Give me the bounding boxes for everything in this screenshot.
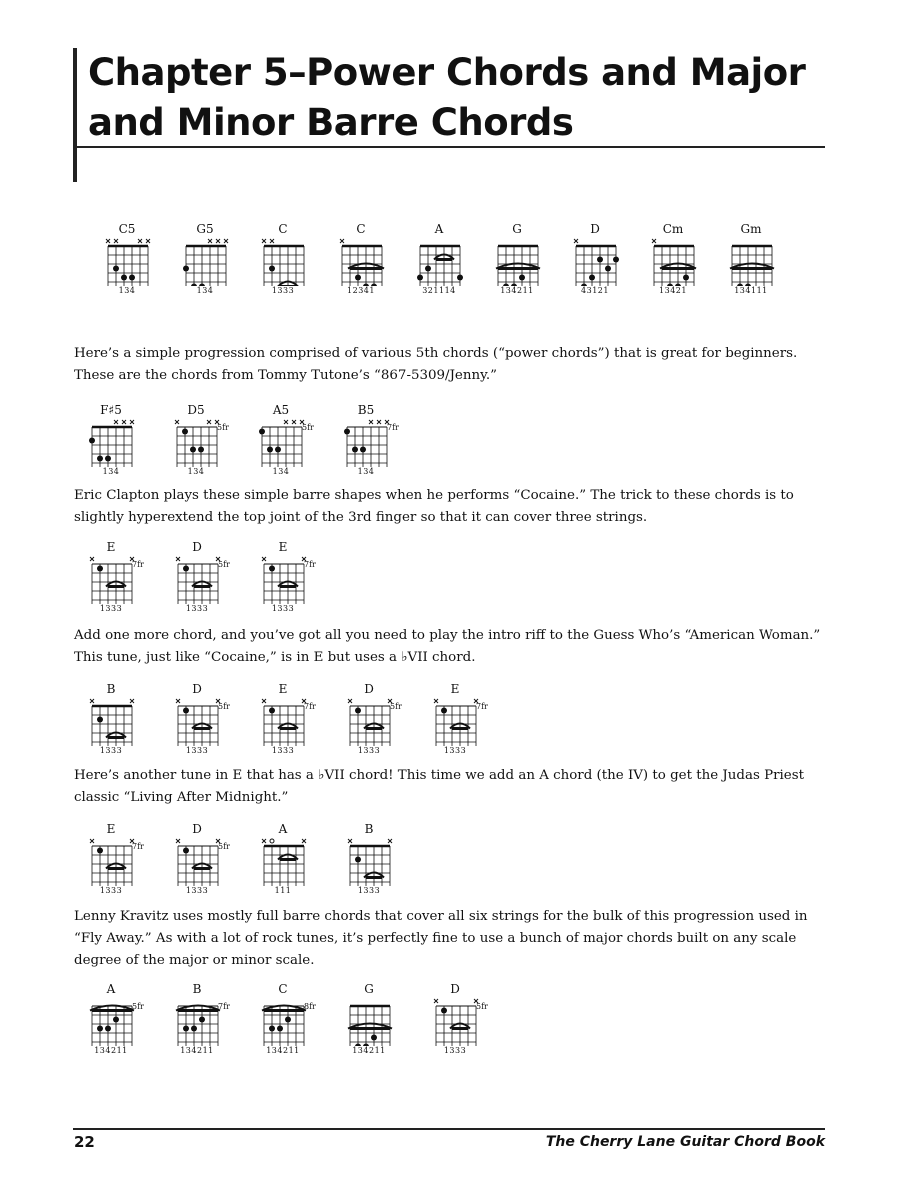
chord-diagram [638,222,708,306]
chord-name: B [364,822,374,836]
finger-dot [457,275,463,281]
chord-diagram [248,982,318,1066]
finger-dot [183,1026,189,1032]
chord-fingering: 134 [357,467,375,476]
chord-fingering: 1333 [357,886,381,895]
finger-dot [269,1026,275,1032]
chord-diagram [248,822,318,906]
chord-fingering: 1333 [99,604,123,613]
muted-string-mark [302,839,306,843]
chord-grid [560,236,630,286]
chord-name: B [106,682,116,696]
chord-fingering: 134 [118,286,136,295]
finger-dot [344,429,350,435]
chord-diagram [334,982,404,1066]
finger-dot [597,257,603,263]
muted-string-mark [130,699,134,703]
finger-dot [97,848,103,854]
muted-string-mark [434,699,438,703]
chord-fingering: 1333 [443,1046,467,1055]
finger-dot [441,1008,447,1014]
fret-position-label: 7fr [218,1002,230,1011]
finger-dot [121,275,127,281]
chord-fingering: 111 [274,886,292,895]
chord-name: F♯5 [100,403,122,417]
finger-dot [355,275,361,281]
chord-diagram [162,822,232,906]
chord-name: D [192,540,202,554]
muted-string-mark [146,239,150,243]
chord-fingering: 134211 [352,1046,386,1055]
chord-name: D5 [187,403,205,417]
muted-string-mark [90,557,94,561]
fret-position-label: 7fr [304,702,316,711]
fret-position-label: 5fr [218,842,230,851]
chord-grid [76,696,146,746]
chord-fingering: 134211 [180,1046,214,1055]
chord-diagram [248,222,318,306]
chord-diagram [420,682,490,766]
finger-dot [275,447,281,453]
finger-dot [589,275,595,281]
finger-dot [371,1035,377,1041]
fret-position-label: 8fr [304,1002,316,1011]
title-rule [73,146,825,148]
chord-fingering: 134 [102,467,120,476]
finger-dot [269,566,275,572]
muted-string-mark [652,239,656,243]
chord-name: D [192,682,202,696]
chord-name: A5 [272,403,290,417]
muted-string-mark [138,239,142,243]
chord-name: E [106,540,116,554]
finger-dot [190,447,196,453]
muted-string-mark [262,557,266,561]
chord-fingering: 134 [272,467,290,476]
chord-grid [170,236,240,286]
chord-diagram [716,222,786,306]
chord-fingering: 1333 [99,746,123,755]
chord-diagram [76,403,146,487]
paragraph-living-after-midnight: Here’s another tune in E that has a ♭VII chord! This time we add an A chord (the IV) to get the Judas Priest classic “Living After Midnight.” [74,768,804,805]
chord-fingering: 13421 [659,286,687,295]
muted-string-mark [114,420,118,424]
chord-diagram [170,222,240,306]
muted-string-mark [216,239,220,243]
fret-position-label: 5fr [217,423,229,432]
chord-diagram [92,222,162,306]
finger-dot [183,708,189,714]
chord-fingering: 12341 [347,286,375,295]
muted-string-mark [90,839,94,843]
chord-fingering: 134 [196,286,214,295]
fret-position-label: 7fr [304,560,316,569]
chord-grid [76,417,146,467]
fret-position-label: 5fr [218,702,230,711]
chord-fingering: 1333 [271,604,295,613]
muted-string-mark [207,420,211,424]
finger-dot [199,1017,205,1023]
muted-string-mark [114,239,118,243]
page-number: 22 [74,1133,95,1151]
chord-name: D [590,222,600,236]
finger-dot [441,708,447,714]
chord-diagram [76,982,146,1066]
chord-grid [334,836,404,886]
finger-dot [182,429,188,435]
finger-dot [129,275,135,281]
chord-name: A [278,822,288,836]
chord-diagram [560,222,630,306]
muted-string-mark [208,239,212,243]
fret-position-label: 5fr [390,702,402,711]
muted-string-mark [369,420,373,424]
chord-diagram [162,982,232,1066]
chord-fingering: 1333 [271,746,295,755]
chord-diagram [246,403,316,487]
chord-diagram [331,403,401,487]
book-title: The Cherry Lane Guitar Chord Book [545,1134,825,1150]
chord-name: G [364,982,374,996]
chapter-title: Chapter 5–Power Chords and Major and Minor Barre Chords [88,51,806,144]
chord-name: A [106,982,116,996]
chord-diagram [162,540,232,624]
paragraph-cocaine: Eric Clapton plays these simple barre shapes when he performs “Cocaine.” The trick to these chords is to slightly hyperextend the top joint of the 3rd finger so that it can cover three strings. [74,488,794,525]
chord-grid [248,236,318,286]
chord-diagram [76,540,146,624]
finger-dot [277,1026,283,1032]
finger-dot [183,566,189,572]
chord-name: E [106,822,116,836]
finger-dot [267,447,273,453]
chord-diagram [76,822,146,906]
chord-diagram [334,822,404,906]
finger-dot [683,275,689,281]
chord-name: D [192,822,202,836]
chord-fingering: 134211 [500,286,534,295]
chord-fingering: 1333 [271,286,295,295]
muted-string-mark [224,239,228,243]
chord-name: E [278,682,288,696]
chord-fingering: 321114 [422,286,456,295]
muted-string-mark [284,420,288,424]
fret-position-label: 7fr [132,560,144,569]
chord-grid [404,236,474,286]
finger-dot [198,447,204,453]
finger-dot [89,438,95,444]
open-string-mark [270,839,274,843]
chord-fingering: 1333 [443,746,467,755]
muted-string-mark [106,239,110,243]
chord-name: A [434,222,444,236]
chord-name: D [364,682,374,696]
chapter-side-bar [73,48,77,182]
finger-dot [613,257,619,263]
chord-diagram [482,222,552,306]
chord-name: Gm [740,222,762,236]
fret-position-label: 5fr [218,560,230,569]
chord-diagram [162,682,232,766]
muted-string-mark [175,420,179,424]
chord-name: C [278,222,288,236]
chord-name: E [278,540,288,554]
chord-fingering: 1333 [185,604,209,613]
chord-diagram [248,540,318,624]
muted-string-mark [292,420,296,424]
muted-string-mark [348,699,352,703]
fret-position-label: 5fr [476,1002,488,1011]
finger-dot [191,1026,197,1032]
finger-dot [97,566,103,572]
muted-string-mark [262,699,266,703]
chord-diagram [248,682,318,766]
chord-grid [638,236,708,286]
chord-name: Cm [662,222,684,236]
finger-dot [355,708,361,714]
muted-string-mark [377,420,381,424]
muted-string-mark [434,999,438,1003]
finger-dot [183,848,189,854]
chord-name: C [278,982,288,996]
chord-grid [326,236,396,286]
finger-dot [269,708,275,714]
fret-position-label: 5fr [302,423,314,432]
muted-string-mark [348,839,352,843]
finger-dot [105,1026,111,1032]
chord-diagram [420,982,490,1066]
chord-grid [716,236,786,286]
finger-dot [605,266,611,272]
fret-position-label: 7fr [132,842,144,851]
finger-dot [113,266,119,272]
chord-fingering: 1333 [185,886,209,895]
muted-string-mark [270,239,274,243]
finger-dot [113,1017,119,1023]
chord-fingering: 134111 [734,286,768,295]
chord-fingering: 43121 [581,286,609,295]
chord-fingering: 1333 [185,746,209,755]
fret-position-label: 5fr [132,1002,144,1011]
chord-fingering: 1333 [357,746,381,755]
muted-string-mark [176,699,180,703]
chord-name: B [192,982,202,996]
chord-diagram [76,682,146,766]
footer-rule [73,1128,825,1130]
chord-grid [92,236,162,286]
finger-dot [183,266,189,272]
finger-dot [355,857,361,863]
chord-fingering: 1333 [99,886,123,895]
finger-dot [97,1026,103,1032]
finger-dot [352,447,358,453]
muted-string-mark [130,420,134,424]
finger-dot [97,456,103,462]
chord-name: C5 [118,222,136,236]
finger-dot [105,456,111,462]
paragraph-american-woman: Add one more chord, and you’ve got all you need to play the intro riff to the Guess Who’s “American Woman.” This tune, just like “Cocaine,” is in E but uses a ♭VII chord. [74,628,821,665]
chord-diagram [404,222,474,306]
finger-dot [360,447,366,453]
chord-diagram [334,682,404,766]
chord-fingering: 134 [187,467,205,476]
chord-name: G [512,222,522,236]
muted-string-mark [90,699,94,703]
chord-diagram [161,403,231,487]
chord-grid [248,836,318,886]
finger-dot [269,266,275,272]
chord-name: C [356,222,366,236]
muted-string-mark [176,839,180,843]
muted-string-mark [262,239,266,243]
chord-diagram [326,222,396,306]
chord-grid [482,236,552,286]
muted-string-mark [388,839,392,843]
finger-dot [97,717,103,723]
muted-string-mark [122,420,126,424]
muted-string-mark [574,239,578,243]
chord-name: E [450,682,460,696]
finger-dot [425,266,431,272]
chord-name: D [450,982,460,996]
chord-name: B5 [357,403,375,417]
muted-string-mark [262,839,266,843]
fret-position-label: 7fr [387,423,399,432]
chord-fingering: 134211 [266,1046,300,1055]
fret-position-label: 7fr [476,702,488,711]
finger-dot [259,429,265,435]
paragraph-power-chords: Here’s a simple progression comprised of various 5th chords (“power chords”) that is great for beginners. These are the chords from Tommy Tutone’s “867-5309/Jenny.” [74,346,798,383]
finger-dot [519,275,525,281]
muted-string-mark [340,239,344,243]
chord-name: G5 [196,222,214,236]
chord-grid [334,996,404,1046]
muted-string-mark [176,557,180,561]
finger-dot [285,1017,291,1023]
finger-dot [417,275,423,281]
chord-fingering: 134211 [94,1046,128,1055]
paragraph-fly-away: Lenny Kravitz uses mostly full barre chords that cover all six strings for the bulk of this progression used in “Fly Away.” As with a lot of rock tunes, it’s perfectly fine to use a bunch of major chords built on any scale degree of the major or minor scale. [74,909,808,968]
